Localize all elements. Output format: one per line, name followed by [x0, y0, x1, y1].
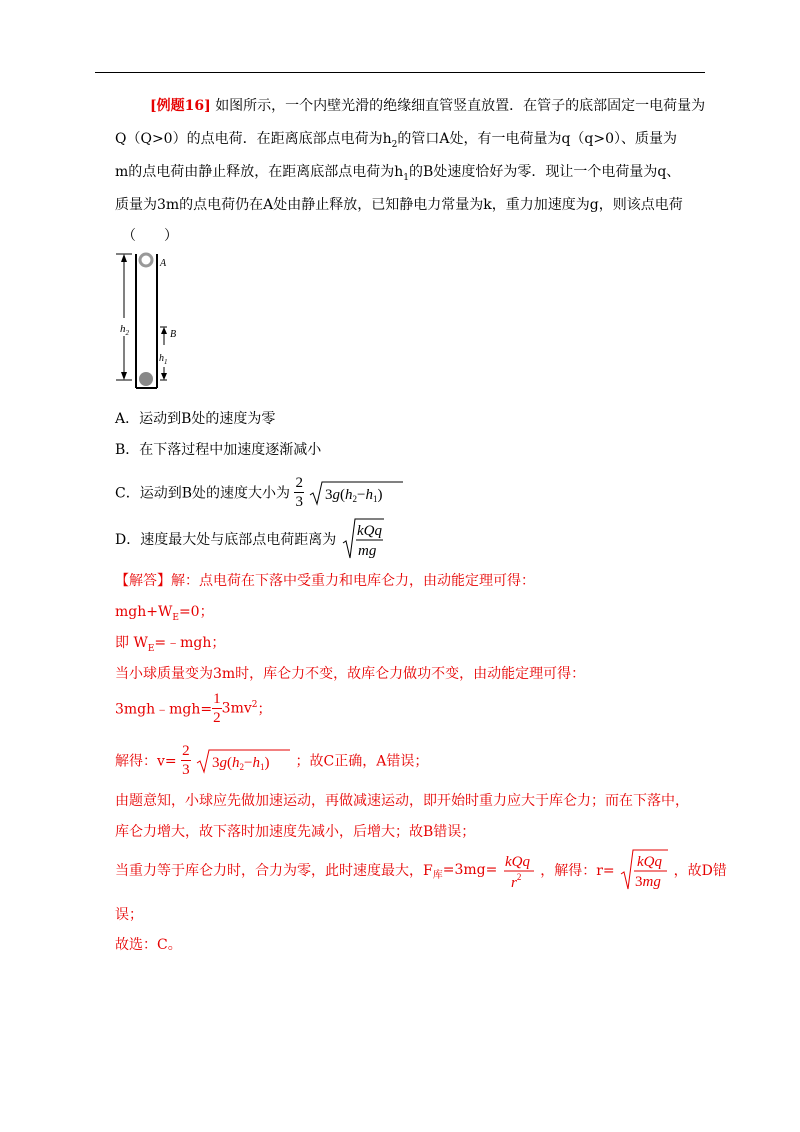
svg-text:3g(h2−h1): $3g(h_2-h_1)$ — [212, 754, 270, 772]
problem-line-2: Q（Q>0）的点电荷．在距离底部点电荷为$h_2$的管口A处，有一电荷量为q（q>0）、质量为 — [115, 131, 678, 150]
option-d: D．速度最大处与底部点电荷距离为 kQq mg — [115, 517, 385, 561]
answer-bracket: （ ） — [122, 228, 178, 244]
svg-text:kQq: kQq — [637, 854, 663, 870]
sqrt-expression-r — [619, 848, 669, 892]
svg-text:r2: $r^2$ — [510, 872, 522, 891]
solution-tag: 【解答】 — [115, 573, 171, 589]
option-c: C．运动到B处的速度大小为 $\frac{2}{3}$ $3g(h_2-h_1)$ — [115, 474, 404, 511]
sqrt-expression-c — [308, 479, 404, 507]
svg-text:3g(h2−h1): $3g(h_2-h_1)$ — [325, 486, 383, 504]
solution-line-9: 当重力等于库仑力时，合力为零，此时速度最大，$F_库=3mg=$ kQq $r^2$ ，解得：r= kQq 3mg ，故D错 — [115, 848, 727, 892]
solution-line-8: 库仑力增大，故下落时加速度先减小，后增大；故B错误； — [115, 824, 476, 840]
option-b: B．在下落过程中加速度逐渐减小 — [115, 442, 322, 458]
svg-text:mg: mg — [357, 543, 377, 559]
problem-tag: [例题16] — [150, 98, 211, 114]
solution-line-1: 【解答】解：点电荷在下落中受重力和电库仑力，由动能定理可得： — [115, 573, 535, 589]
label-b: B — [170, 329, 177, 340]
solution-line-10: 误； — [115, 907, 143, 923]
svg-text:kQq: kQq — [356, 523, 382, 539]
solution-line-4: 当小球质量变为3m时，库仑力不变，故库仑力做功不变，由动能定理可得： — [115, 666, 586, 682]
problem-line-1: [例题16] 如图所示，一个内壁光滑的绝缘细直管竖直放置．在管子的底部固定一电荷量为 — [150, 98, 706, 114]
solution-line-3: 即 $W_E=﹣mgh$； — [115, 635, 226, 654]
svg-text:kQq: kQq — [504, 854, 530, 870]
fraction-kqq-r2 — [502, 848, 536, 892]
header-rule — [95, 72, 705, 73]
h2-label: $h_2$ — [120, 323, 129, 337]
bottom-charge-icon — [139, 372, 153, 386]
solution-line-6: 解得：v= $\frac{2}{3}$ $3g(h_2-h_1)$ ；故C正确，A错误； — [115, 743, 429, 778]
problem-line-4: 质量为3m的点电荷仍在A处由静止释放，已知静电力常量为k，重力加速度为g，则该点电荷 — [115, 197, 683, 213]
solution-line-2: $mgh+W_E=0$； — [115, 604, 214, 623]
sqrt-expression-v — [195, 747, 291, 775]
option-a: A．运动到B处的速度为零 — [115, 411, 276, 427]
charge-a-icon — [140, 254, 152, 266]
solution-line-5: 3mgh﹣mgh= $\frac{1}{2}$ $3mv^2$； — [115, 691, 272, 726]
tube-figure — [110, 250, 200, 395]
solution-line-11: 故选：C。 — [115, 937, 182, 953]
sqrt-expression-d — [341, 517, 385, 561]
label-a: A — [160, 258, 167, 269]
solution-line-7: 由题意知，小球应先做加速运动，再做减速运动，即开始时重力应大于库仑力；而在下落中， — [115, 793, 689, 809]
problem-line-3: m的点电荷由静止释放，在距离底部点电荷为$h_1$的B处速度恰好为零．现让一个电荷量为q、 — [115, 164, 681, 183]
svg-text:3mg: 3mg — [635, 874, 661, 890]
h1-label: $h_1$ — [159, 353, 168, 366]
